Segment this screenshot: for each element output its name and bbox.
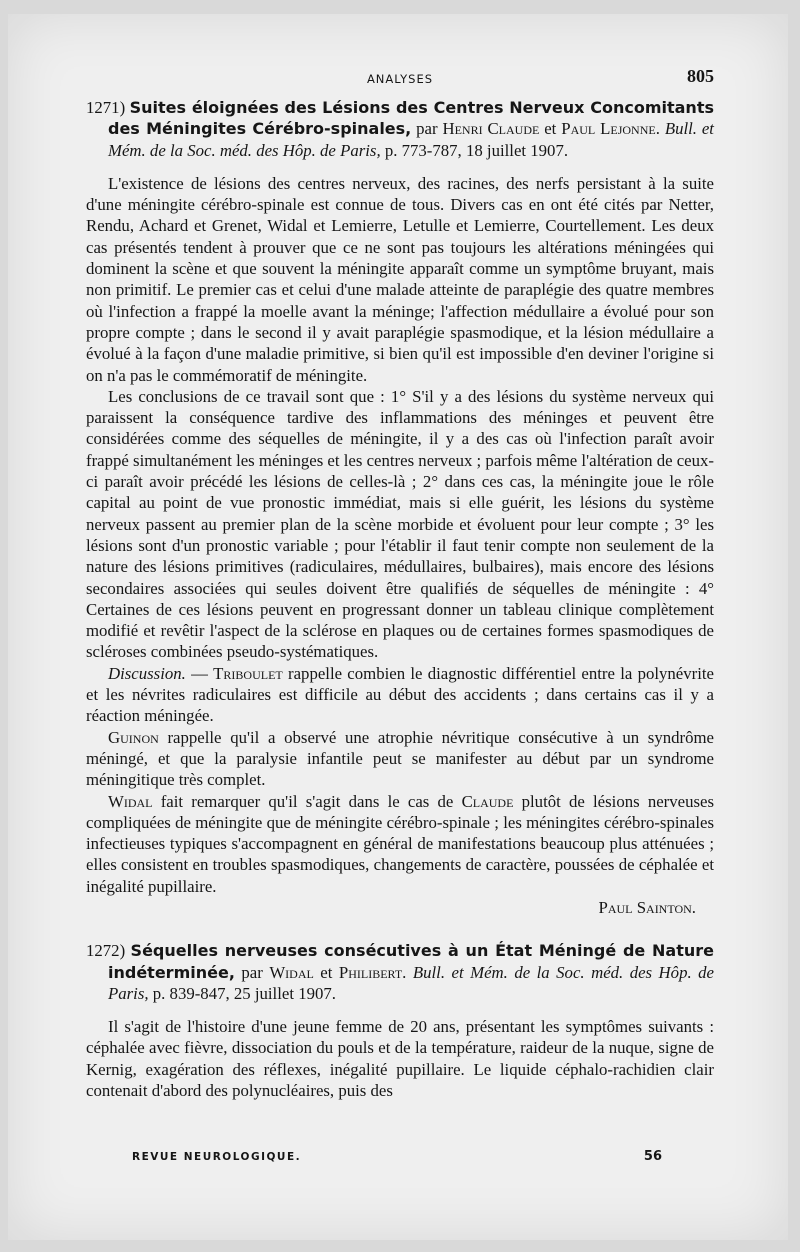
article-1-and: et: [544, 119, 557, 139]
discussion-name-triboulet: Triboulet: [213, 663, 283, 683]
page-body: [86, 97, 714, 1101]
widal-text-1: fait remarquer qu'il s'agit dans le cas de: [160, 791, 454, 811]
article-2-number: 1272): [86, 941, 126, 961]
article-1-author-1: Henri Claude: [442, 119, 540, 139]
widal-text-2: plutôt de lésions nerveuses compliquées de méningite que de méningite cérébro-spinale ; les méningites cérébro-spinales infectieuses typiques s'accompagnent en général de manifestations beaucoup plus atténuées ; elles consistent en troubles spasmodiques, changements de caractère, poussées de céphalée et inégalité pupillaire.: [86, 791, 714, 896]
running-head: [86, 66, 714, 90]
widal-paragraph: [86, 791, 714, 897]
article-1-pages-date: p. 773-787, 18 juillet 1907.: [384, 140, 569, 160]
widal-claude: Claude: [461, 791, 514, 811]
article-2-heading: [86, 940, 714, 1004]
footer-journal: REVUE NEUROLOGIQUE.: [132, 1151, 302, 1163]
guinon-name: Guinon: [108, 727, 159, 747]
footer-signature-mark: 56: [643, 1149, 662, 1164]
discussion-label: Discussion.: [108, 663, 186, 683]
guinon-text: rappelle qu'il a observé une atrophie névritique consécutive à un syndrôme méningé, et que la paralysie infantile peut se manifester au début par un syndrome méningitique très complet.: [86, 727, 714, 790]
article-2-author-1: Widal: [269, 962, 314, 982]
article-1-signature: [86, 897, 714, 918]
article-1-paragraph-1: L'existence de lésions des centres nerveux, des racines, des nerfs persistant à la suite d'une méningite cérébro-spinale est connue de tous. Divers cas en ont été cités par Netter, Rendu, Achard et Grenet, Widal et Lemierre, Letulle et Lemierre, Courtellement. Les deux cas présentés tendent à prouver que ce ne sont pas toujours les altérations méningées qui dominent la scène et que souvent la méningite apparaît comme un symptôme bruyant, mais non primitif. Le premier cas et celui d'une malade atteinte de paraplégie des quatre membres où l'infection a frappé la moelle avant la méninge; l'affection médullaire a évolué pour son propre compte ; dans le second il y avait paraplégie spasmodique, et la lésion médullaire a évolué à la façon d'une maladie primitive, si bien qu'il est impossible d'en deviner l'origine si on n'a pas le commémoratif de méningite.: [86, 173, 714, 385]
widal-name: Widal: [108, 791, 153, 811]
article-1-source: Bull. et Mém. de la Soc. méd. des Hôp. de Paris,: [108, 119, 714, 160]
discussion-dash: —: [191, 663, 208, 683]
article-1-paragraph-2: Les conclusions de ce travail sont que : 1° S'il y a des lésions du système nerveux qui paraissent la conséquence tardive des inflammations des méninges et peuvent être considérées comme des séquelles de méningite, il y a des cas où l'infection paraît avoir frappé simultanément les méninges et les centres nerveux ; parfois même l'altération de ceux-ci paraît avoir précédé les lésions de celles-là ; 2° dans ces cas, la méningite joue le rôle capital au point de vue pronostic immédiat, mais si elle guérit, les lésions du système nerveux passent au premier plan de la scène morbide et évoluent pour leur compte ; 3° les lésions sont d'un pronostic variable ; pour l'établir il faut tenir compte non seulement de la nature des lésions primitives (radiculaires, médullaires, bulbaires), mais encore des lésions secondaires associées qui seules doivent être qualifiés de séquelles de méningite : 4° Certaines de ces lésions peuvent en progressant donner un tableau clinique complètement modifié et revêtir l'aspect de la sclérose en plaques ou de certaines formes spasmodiques de scléroses combinées pseudo-systématiques.: [86, 386, 714, 662]
article-1-author-2: Paul Lejonne.: [561, 119, 660, 139]
page-number: 805: [687, 66, 714, 86]
discussion-text: rappelle combien le diagnostic différentiel entre la polynévrite et les névrites radiculaires est difficile au début des accidents ; dans certains cas il y a réaction méningée.: [86, 663, 715, 726]
discussion-paragraph: [86, 663, 714, 727]
article-2-by: par: [241, 962, 263, 982]
article-1-number: 1271): [86, 98, 126, 117]
article-2-title: Séquelles nerveuses consécutives à un État Méningé de Nature indéterminée,: [108, 941, 714, 982]
article-1-title: Suites éloignées des Lésions des Centres Nerveux Concomitants des Méningites Cérébro-spinales,: [108, 98, 714, 139]
article-1-heading: [86, 97, 714, 161]
page-footer: [132, 1147, 662, 1167]
document-page: [8, 14, 788, 1240]
article-2-author-2: Philibert.: [338, 962, 407, 982]
article-2-paragraph-1: Il s'agit de l'histoire d'une jeune femme de 20 ans, présentant les symptômes suivants : céphalée avec fièvre, dissociation du pouls et de la température, raideur de la nuque, signe de Kernig, exagération des réflexes, inégalité pupillaire. Le liquide céphalo-rachidien clair contenait d'abord des polynucléaires, puis des: [86, 1017, 714, 1101]
article-1-by: par: [416, 119, 438, 139]
signature-paul-sainton: Paul Sainton.: [598, 897, 696, 917]
guinon-paragraph: [86, 727, 714, 791]
article-2-source: Bull. et Mém. de la Soc. méd. des Hôp. de Paris,: [108, 962, 714, 1003]
article-2-and: et: [320, 962, 333, 982]
article-2-pages-date: p. 839-847, 25 juillet 1907.: [152, 983, 336, 1003]
running-title: ANALYSES: [366, 72, 434, 86]
